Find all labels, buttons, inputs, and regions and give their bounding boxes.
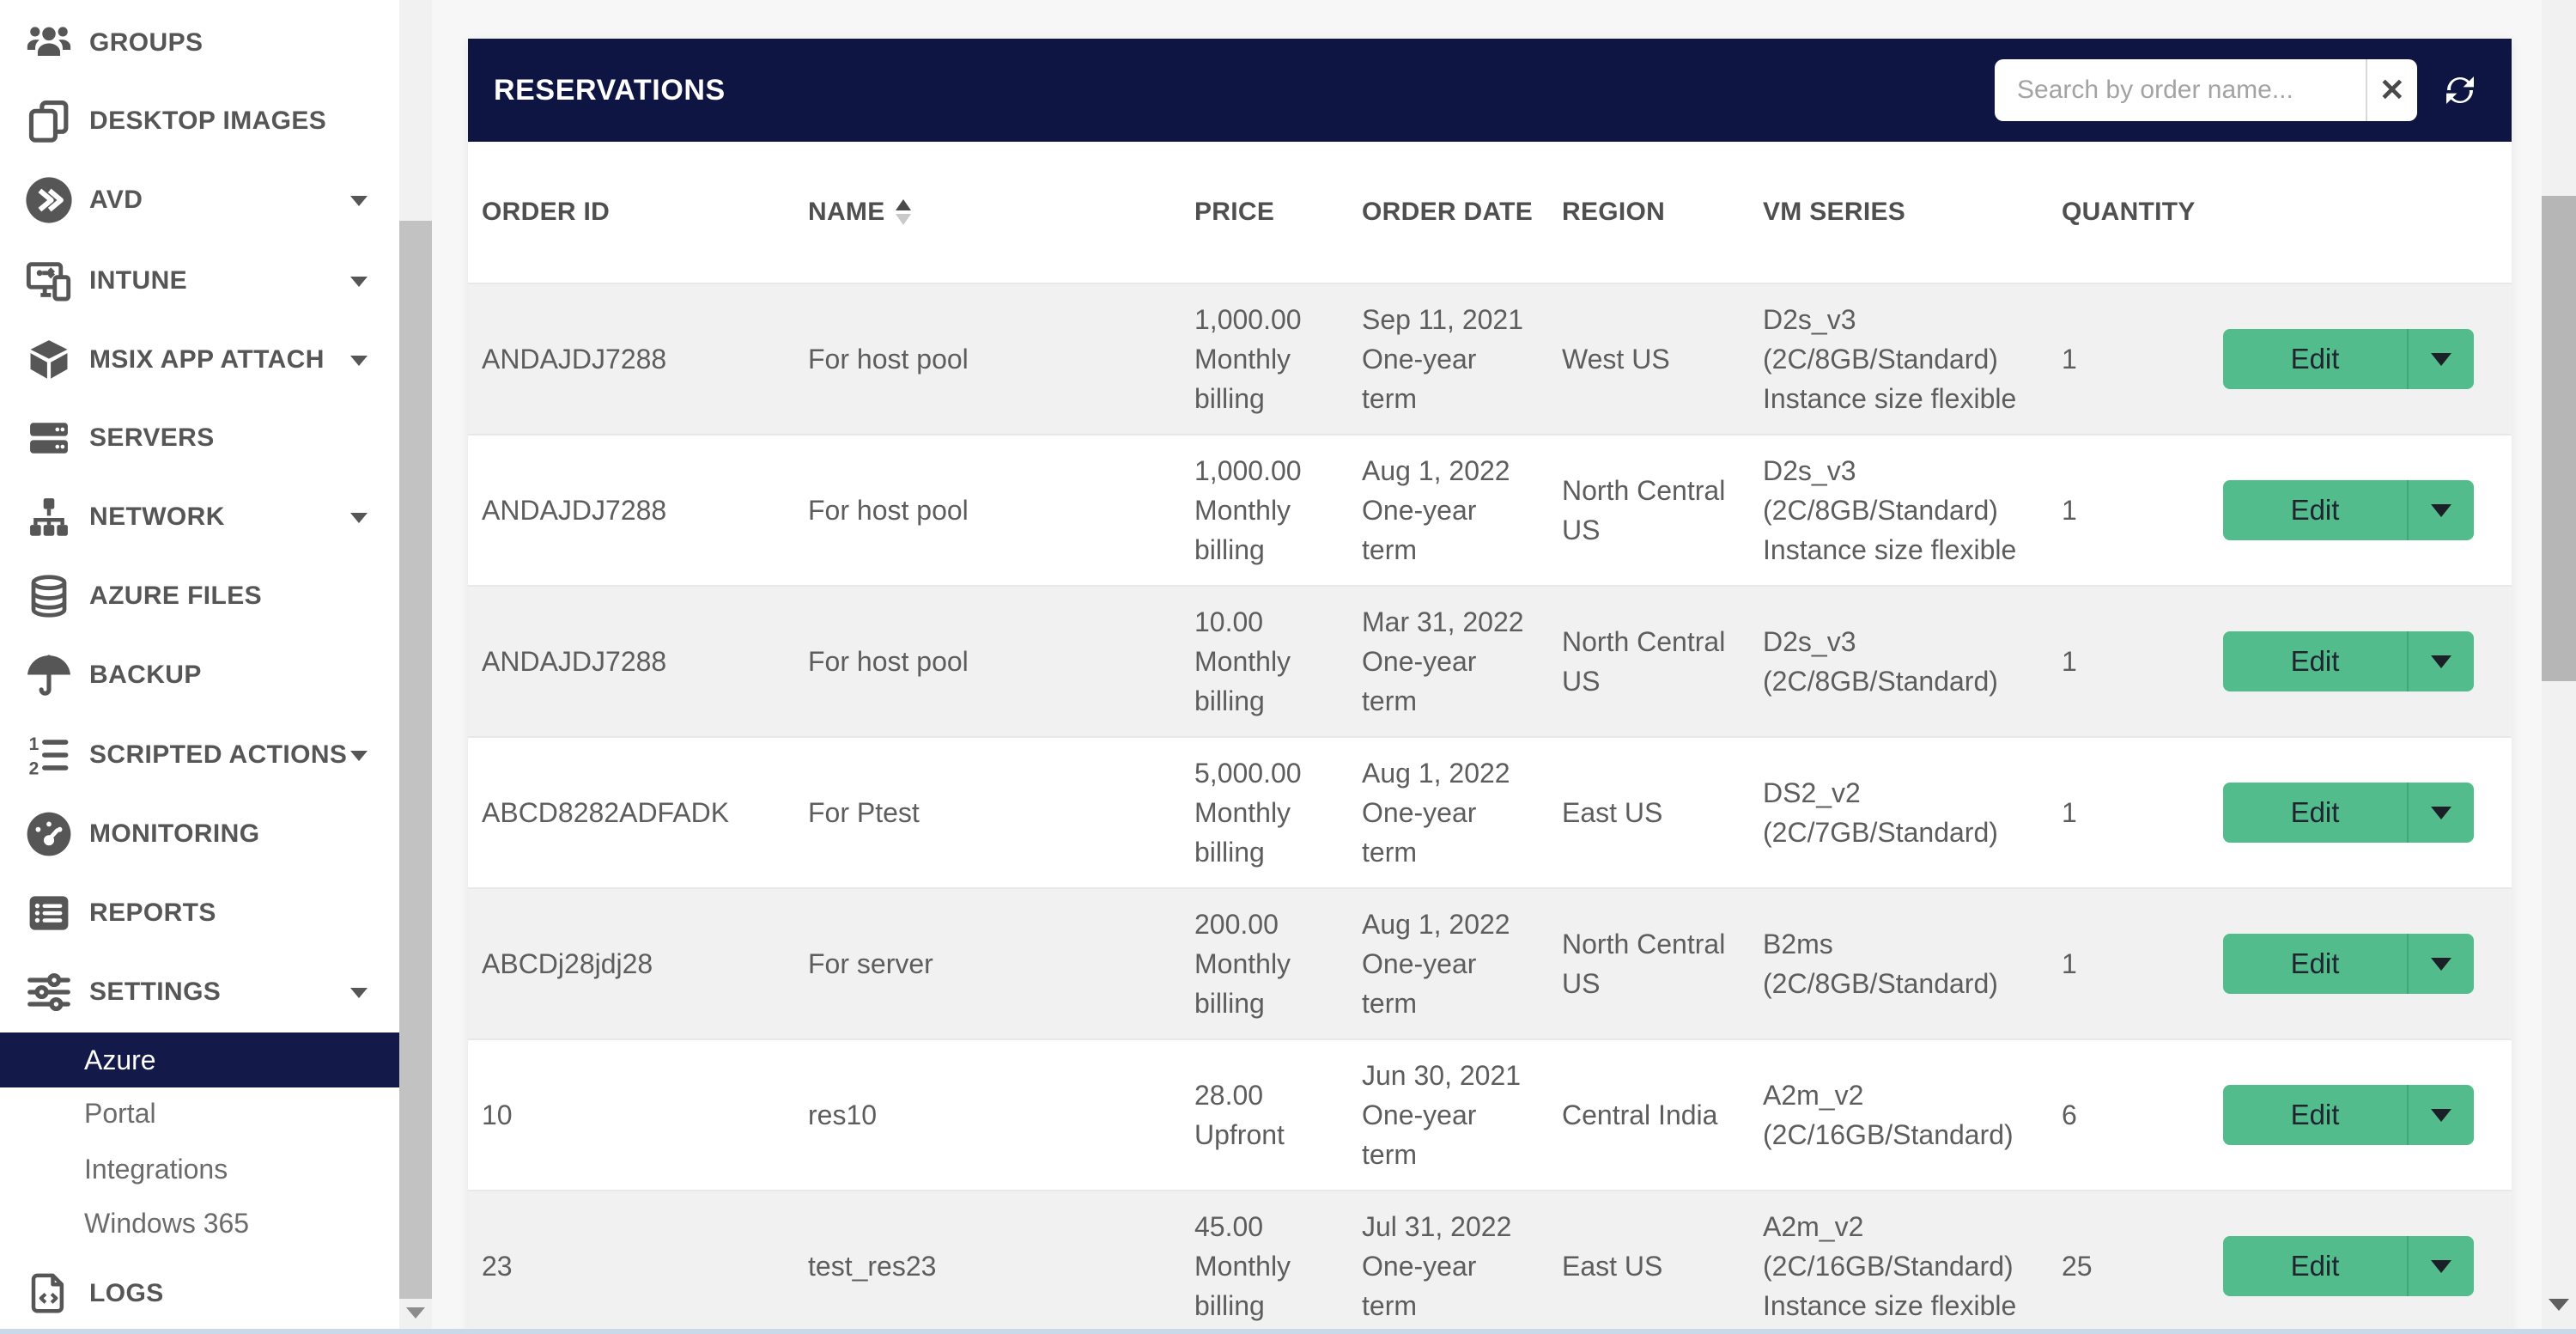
column-header-region[interactable]: REGION: [1548, 142, 1749, 283]
cell-quantity: 1: [2062, 495, 2077, 526]
cell-name: For host pool: [808, 495, 969, 526]
cell-order-id: ABCDj28jdj28: [482, 948, 653, 979]
sidebar-item-settings[interactable]: [0, 953, 399, 1032]
database-icon: [21, 573, 77, 619]
cell-price: 45.00 Monthly billing: [1194, 1211, 1291, 1321]
sidebar-item-azure-files[interactable]: [0, 557, 399, 636]
search-input[interactable]: [1995, 59, 2366, 121]
edit-split-button: [2223, 631, 2474, 691]
cell-region: North Central US: [1562, 929, 1726, 999]
page-scrollbar[interactable]: [2542, 0, 2576, 1334]
sidebar-subitem-label: Portal: [84, 1097, 156, 1129]
sidebar-scrollbar-down-arrow-icon[interactable]: [406, 1307, 425, 1319]
edit-button[interactable]: Edit: [2223, 480, 2407, 540]
table-header: [468, 142, 2512, 283]
cell-price: 10.00 Monthly billing: [1194, 606, 1291, 716]
cell-name: For Ptest: [808, 797, 920, 828]
sliders-icon: [21, 968, 77, 1016]
cell-region: East US: [1562, 797, 1663, 828]
panel-header-controls: [1995, 59, 2481, 121]
cell-order-id: ANDAJDJ7288: [482, 495, 667, 526]
table-row: [468, 1039, 2512, 1191]
table-row: [468, 283, 2512, 435]
sidebar-item-backup[interactable]: [0, 636, 399, 715]
cell-order-id: 23: [482, 1251, 513, 1282]
umbrella-icon: [21, 651, 77, 699]
desktop-images-icon: [21, 97, 77, 145]
cell-region: East US: [1562, 1251, 1663, 1282]
edit-button[interactable]: Edit: [2223, 783, 2407, 843]
cell-order-date: Mar 31, 2022 One-year term: [1362, 606, 1524, 716]
search-box: [1995, 59, 2417, 121]
sidebar-subitem-portal[interactable]: [0, 1086, 399, 1141]
column-header-name[interactable]: NAME: [794, 142, 1181, 283]
sidebar-item-label: SCRIPTED ACTIONS: [89, 740, 348, 769]
edit-dropdown-button[interactable]: [2407, 934, 2474, 994]
column-header-quantity[interactable]: QUANTITY: [2048, 142, 2185, 283]
cell-actions: [2185, 888, 2512, 1039]
cell-vm-series: DS2_v2 (2C/7GB/Standard): [1763, 777, 1998, 848]
column-header-order-date[interactable]: ORDER DATE: [1348, 142, 1548, 283]
table-row: [468, 1191, 2512, 1334]
edit-dropdown-button[interactable]: [2407, 480, 2474, 540]
cell-order-date: Sep 11, 2021 One-year term: [1362, 304, 1524, 414]
sidebar-item-servers[interactable]: [0, 399, 399, 478]
cell-price: 5,000.00 Monthly billing: [1194, 758, 1302, 868]
clear-search-button[interactable]: [2367, 59, 2417, 121]
file-code-icon: [21, 1270, 77, 1317]
sidebar-item-label: MONITORING: [89, 819, 260, 848]
edit-split-button: [2223, 1236, 2474, 1296]
avd-icon: [21, 175, 77, 225]
horizontal-scrollbar[interactable]: [0, 1329, 2576, 1334]
sidebar-item-label: GROUPS: [89, 28, 204, 57]
table-row: [468, 737, 2512, 888]
sidebar-subitem-windows-365[interactable]: [0, 1196, 399, 1251]
chevron-down-icon: [2431, 1109, 2451, 1122]
column-header-order-id[interactable]: ORDER ID: [468, 142, 794, 283]
ordered-list-icon: [21, 731, 77, 779]
column-header-actions: [2185, 142, 2512, 283]
chevron-down-icon: [350, 513, 368, 523]
chevron-down-icon: [2431, 958, 2451, 971]
page-scrollbar-thumb[interactable]: [2542, 196, 2576, 681]
sidebar-item-msix-app-attach[interactable]: [0, 320, 399, 399]
chevron-down-icon: [2431, 353, 2451, 366]
cell-actions: [2185, 283, 2512, 435]
table-header-row: [468, 142, 2512, 283]
sidebar-subitem-label: Windows 365: [84, 1207, 250, 1239]
sidebar-item-label: NETWORK: [89, 503, 225, 531]
sidebar-item-label: SERVERS: [89, 423, 215, 452]
intune-icon: [21, 256, 77, 306]
gauge-icon: [21, 809, 77, 859]
sidebar-item-label: SETTINGS: [89, 978, 222, 1006]
chevron-down-icon: [350, 356, 368, 366]
cell-order-date: Aug 1, 2022 One-year term: [1362, 758, 1510, 868]
cell-price: 200.00 Monthly billing: [1194, 909, 1291, 1019]
cell-region: West US: [1562, 344, 1670, 375]
sidebar-item-logs[interactable]: [0, 1254, 399, 1333]
sidebar-item-label: BACKUP: [89, 661, 202, 689]
cell-name: For host pool: [808, 344, 969, 375]
column-header-price[interactable]: PRICE: [1181, 142, 1348, 283]
sidebar-item-avd[interactable]: [0, 161, 399, 240]
chevron-down-icon: [2431, 1260, 2451, 1273]
cell-quantity: 1: [2062, 646, 2077, 677]
svg-text:1: 1: [28, 734, 39, 754]
cell-order-date: Jun 30, 2021 One-year term: [1362, 1060, 1522, 1170]
chevron-down-icon: [2431, 655, 2451, 668]
chevron-down-icon: [350, 751, 368, 761]
cell-name: res10: [808, 1099, 878, 1130]
edit-split-button: [2223, 480, 2474, 540]
msix-box-icon: [21, 336, 77, 384]
edit-split-button: [2223, 783, 2474, 843]
reservations-panel: [468, 39, 2512, 1334]
network-icon: [21, 493, 77, 541]
refresh-icon: [2439, 70, 2481, 111]
cell-actions: [2185, 435, 2512, 586]
close-icon: ✕: [2379, 72, 2405, 107]
reservations-table: [468, 142, 2512, 1334]
cell-name: For host pool: [808, 646, 969, 677]
cell-region: Central India: [1562, 1099, 1718, 1130]
cell-actions: [2185, 586, 2512, 737]
cell-actions: [2185, 1039, 2512, 1191]
cell-quantity: 6: [2062, 1099, 2077, 1130]
sort-ascending-icon: [896, 199, 911, 210]
edit-dropdown-button[interactable]: [2407, 783, 2474, 843]
edit-split-button: [2223, 329, 2474, 389]
sidebar-item-scripted-actions[interactable]: [0, 716, 399, 795]
sidebar-subitem-label: Integrations: [84, 1153, 228, 1185]
edit-button[interactable]: Edit: [2223, 1236, 2407, 1296]
sidebar-scrollbar[interactable]: [399, 0, 432, 1334]
sidebar-item-label: DESKTOP IMAGES: [89, 107, 327, 135]
chevron-down-icon: [2431, 807, 2451, 819]
cell-price: 1,000.00 Monthly billing: [1194, 455, 1302, 565]
sidebar-item-monitoring[interactable]: [0, 795, 399, 874]
edit-split-button: [2223, 934, 2474, 994]
sidebar-item-network[interactable]: [0, 478, 399, 557]
cell-region: North Central US: [1562, 626, 1726, 697]
sort-descending-icon: [896, 214, 911, 225]
cell-vm-series: B2ms (2C/8GB/Standard): [1763, 929, 1998, 999]
chevron-down-icon: [350, 988, 368, 998]
edit-dropdown-button[interactable]: [2407, 329, 2474, 389]
servers-icon: [21, 414, 77, 462]
refresh-button[interactable]: [2439, 70, 2481, 111]
sidebar: [0, 0, 399, 1334]
table-body: [468, 283, 2512, 1334]
cell-quantity: 1: [2062, 797, 2077, 828]
cell-order-id: 10: [482, 1099, 513, 1130]
column-header-vm-series[interactable]: VM SERIES: [1749, 142, 2048, 283]
report-list-icon: [21, 889, 77, 937]
cell-order-date: Jul 31, 2022 One-year term: [1362, 1211, 1512, 1321]
cell-actions: [2185, 1191, 2512, 1334]
sidebar-item-reports[interactable]: [0, 874, 399, 953]
table-row: [468, 435, 2512, 586]
sidebar-item-label: AVD: [89, 186, 143, 214]
chevron-down-icon: [350, 277, 368, 287]
cell-vm-series: A2m_v2 (2C/16GB/Standard): [1763, 1080, 2014, 1150]
svg-text:2: 2: [28, 758, 39, 779]
sidebar-item-groups[interactable]: [0, 3, 399, 82]
users-icon: [21, 18, 77, 68]
cell-order-date: Aug 1, 2022 One-year term: [1362, 909, 1510, 1019]
edit-split-button: [2223, 1085, 2474, 1145]
cell-quantity: 1: [2062, 344, 2077, 375]
sidebar-subitem-label: Azure: [84, 1044, 156, 1075]
chevron-down-icon: [350, 196, 368, 206]
cell-quantity: 1: [2062, 948, 2077, 979]
cell-quantity: 25: [2062, 1251, 2093, 1282]
sort-icon[interactable]: [896, 199, 911, 225]
edit-button[interactable]: Edit: [2223, 329, 2407, 389]
cell-vm-series: D2s_v3 (2C/8GB/Standard) Instance size flexible: [1763, 304, 2017, 414]
table-row: [468, 888, 2512, 1039]
edit-dropdown-button[interactable]: [2407, 1236, 2474, 1296]
edit-button[interactable]: Edit: [2223, 1085, 2407, 1145]
cell-name: test_res23: [808, 1251, 937, 1282]
cell-price: 28.00 Upfront: [1194, 1080, 1285, 1150]
table-row: [468, 586, 2512, 737]
sidebar-item-desktop-images[interactable]: [0, 82, 399, 161]
edit-dropdown-button[interactable]: [2407, 1085, 2474, 1145]
sidebar-item-label: LOGS: [89, 1279, 164, 1307]
cell-order-date: Aug 1, 2022 One-year term: [1362, 455, 1510, 565]
cell-order-id: ANDAJDJ7288: [482, 344, 667, 375]
cell-vm-series: D2s_v3 (2C/8GB/Standard): [1763, 626, 1998, 697]
sidebar-scrollbar-thumb[interactable]: [399, 221, 432, 1299]
edit-dropdown-button[interactable]: [2407, 631, 2474, 691]
sidebar-subitem-azure[interactable]: [0, 1032, 399, 1087]
sidebar-item-label: MSIX APP ATTACH: [89, 345, 325, 374]
sidebar-item-label: REPORTS: [89, 898, 216, 927]
cell-price: 1,000.00 Monthly billing: [1194, 304, 1302, 414]
cell-vm-series: A2m_v2 (2C/16GB/Standard) Instance size flexible: [1763, 1211, 2017, 1321]
cell-order-id: ABCD8282ADFADK: [482, 797, 730, 828]
chevron-down-icon: [2431, 504, 2451, 517]
sidebar-subitem-integrations[interactable]: [0, 1142, 399, 1197]
sidebar-item-label: INTUNE: [89, 266, 188, 295]
sidebar-item-label: AZURE FILES: [89, 582, 263, 610]
page-title: RESERVATIONS: [494, 73, 726, 107]
cell-name: For server: [808, 948, 933, 979]
cell-actions: [2185, 737, 2512, 888]
panel-header: [468, 39, 2512, 142]
edit-button[interactable]: Edit: [2223, 631, 2407, 691]
page-scrollbar-down-arrow-icon[interactable]: [2549, 1299, 2569, 1311]
sidebar-item-intune[interactable]: [0, 241, 399, 320]
edit-button[interactable]: Edit: [2223, 934, 2407, 994]
cell-vm-series: D2s_v3 (2C/8GB/Standard) Instance size flexible: [1763, 455, 2017, 565]
cell-order-id: ANDAJDJ7288: [482, 646, 667, 677]
cell-region: North Central US: [1562, 475, 1726, 545]
